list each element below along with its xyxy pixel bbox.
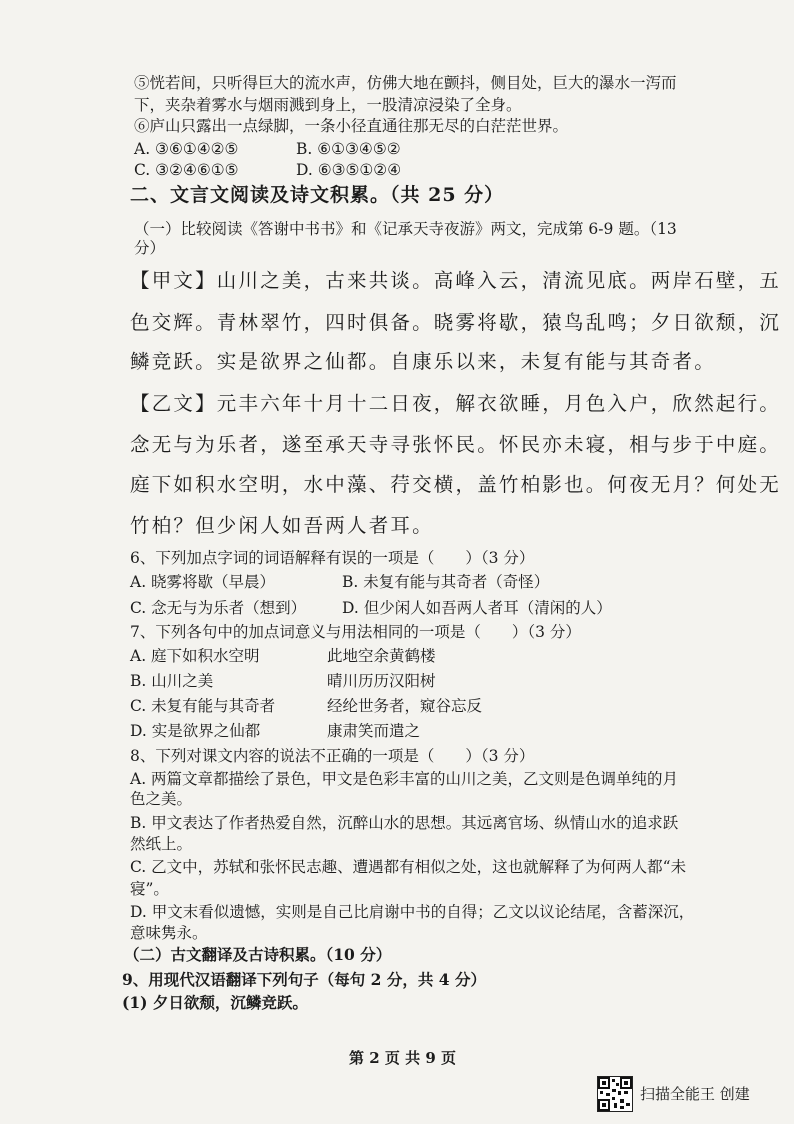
yi-line: 念无与为乐者，遂至承天寺寻张怀民。怀民亦未寝，相与步于中庭。: [130, 433, 782, 456]
q8-option-d-cont: 意味隽永。: [130, 924, 208, 942]
q7-option-c-pair: 经纶世务者，窥谷忘反: [327, 697, 483, 715]
q7-option-c: C. 未复有能与其奇者: [130, 697, 276, 715]
passage-line: 下，夹杂着雾水与烟雨溅到身上，一股清凉浸染了全身。: [134, 96, 522, 114]
option-d: D. ⑥③⑤①②④: [296, 161, 402, 179]
q9-sentence-1: (1) 夕日欲颓，沉鳞竞跃。: [122, 993, 308, 1012]
q6-option-b: B. 未复有能与其奇者（奇怪）: [342, 573, 550, 591]
q7-option-a-pair: 此地空余黄鹤楼: [327, 647, 436, 665]
q7-option-d-pair: 康肃笑而遣之: [327, 722, 421, 740]
q6-option-a: A. 晓雾将歇（早晨）: [130, 573, 276, 591]
qr-code-icon: [597, 1076, 633, 1112]
option-c: C. ③②④⑥①⑤: [134, 161, 239, 179]
yi-line: 【乙文】元丰六年十月十二日夜，解衣欲睡，月色入户，欣然起行。: [130, 392, 782, 415]
question-9-stem: 9、用现代汉语翻译下列句子（每句 2 分，共 4 分）: [122, 970, 486, 989]
q7-option-d: D. 实是欲界之仙都: [130, 722, 261, 740]
jia-line: 色交辉。青林翠竹，四时俱备。晓雾将歇，猿鸟乱鸣；夕日欲颓，沉: [130, 311, 782, 334]
q8-option-a-cont: 色之美。: [130, 790, 193, 808]
scanner-watermark: 扫描全能王 创建: [640, 1085, 750, 1103]
yi-line: 竹柏？但少闲人如吾两人者耳。: [130, 514, 434, 537]
passage-line: ⑥庐山只露出一点绿脚，一条小径直通往那无尽的白茫茫世界。: [134, 117, 569, 135]
q8-option-a: A. 两篇文章都描绘了景色，甲文是色彩丰富的山川之美，乙文则是色调单纯的月: [130, 770, 679, 788]
section-title: 二、文言文阅读及诗文积累。（共 25 分）: [130, 184, 505, 206]
question-8-stem: 8、下列对课文内容的说法不正确的一项是（ ）（3 分）: [130, 747, 535, 765]
subsection-title: （二）古文翻译及古诗积累。（10 分）: [124, 945, 392, 964]
q8-option-c-cont: 寝”。: [130, 880, 169, 898]
option-a: A. ③⑥①④②⑤: [134, 140, 239, 158]
passage-line: ⑤恍若间，只听得巨大的流水声，仿佛大地在颤抖，侧目处，巨大的瀑水一泻而: [134, 74, 677, 92]
yi-line: 庭下如积水空明，水中藻、荇交横，盖竹柏影也。何夜无月？何处无: [130, 473, 782, 496]
question-7-stem: 7、下列各句中的加点词意义与用法相同的一项是（ ）（3 分）: [130, 623, 581, 641]
q6-option-d: D. 但少闲人如吾两人者耳（清闲的人）: [342, 599, 612, 617]
q8-option-b: B. 甲文表达了作者热爱自然，沉醉山水的思想。其远离官场、纵情山水的追求跃: [130, 814, 679, 832]
q7-option-b: B. 山川之美: [130, 672, 214, 690]
q8-option-d: D. 甲文末看似遗憾，实则是自己比肩谢中书的自得；乙文以议论结尾，含蓄深沉，: [130, 903, 695, 921]
section-intro: （一）比较阅读《答谢中书书》和《记承天寺夜游》两文，完成第 6-9 题。（13: [134, 220, 677, 238]
section-intro: 分）: [134, 239, 166, 257]
option-b: B. ⑥①③④⑤②: [296, 140, 401, 158]
page-number: 第 2 页 共 9 页: [349, 1049, 456, 1067]
q8-option-c: C. 乙文中，苏轼和张怀民志趣、遭遇都有相似之处，这也就解释了为何两人都“未: [130, 858, 687, 876]
q8-option-b-cont: 然纸上。: [130, 835, 193, 853]
jia-line: 【甲文】山川之美，古来共谈。高峰入云，清流见底。两岸石壁，五: [130, 269, 782, 292]
question-6-stem: 6、下列加点字词的词语解释有误的一项是（ ）（3 分）: [130, 549, 535, 567]
q6-option-c: C. 念无与为乐者（想到）: [130, 599, 307, 617]
q7-option-b-pair: 晴川历历汉阳树: [327, 672, 436, 690]
q7-option-a: A. 庭下如积水空明: [130, 647, 260, 665]
jia-line: 鳞竞跃。实是欲界之仙都。自康乐以来，未复有能与其奇者。: [130, 350, 716, 373]
